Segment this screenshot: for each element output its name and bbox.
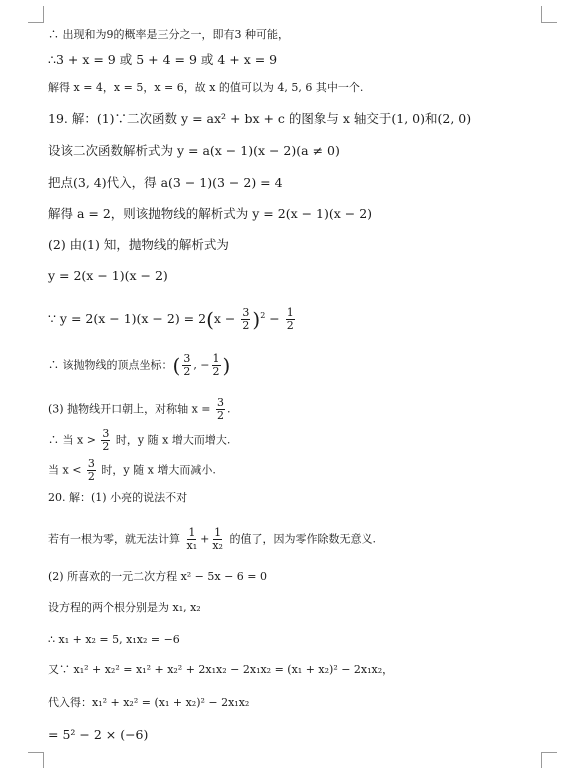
text-line-16: [48, 527, 376, 552]
denominator: x₁: [186, 539, 198, 552]
condition-text: ∴ 当 x >: [48, 433, 96, 447]
fraction-three-halves: [216, 397, 225, 422]
text-line-1: ∴ 出现和为9的概率是三分之一，即有3 种可能，: [48, 28, 289, 41]
fraction-three-halves: [101, 428, 110, 453]
denominator: 2: [286, 319, 294, 332]
result-text: 时，y 随 x 增大而增大.: [115, 433, 231, 447]
text-line-5: 设该二次函数解析式为 y = a(x − 1)(x − 2)(a ≠ 0): [48, 143, 340, 158]
open-paren: (: [172, 353, 181, 378]
denominator: 2: [183, 365, 191, 378]
text-line-14: [48, 458, 216, 483]
text-line-11: [48, 353, 230, 378]
numerator: 1: [286, 306, 294, 319]
text-line-18: 设方程的两个根分别是为 x₁, x₂: [48, 601, 201, 614]
text-line-22: = 5² − 2 × (−6): [48, 727, 149, 742]
fraction-one-over-x1: [186, 527, 199, 552]
statement-text: 若有一根为零，就无法计算: [48, 532, 180, 546]
numerator: 3: [217, 396, 224, 409]
crop-mark-top-left-h: [28, 22, 44, 23]
crop-mark-bottom-right-h: [541, 752, 557, 753]
text-line-6: 把点(3, 4)代入，得 a(3 − 1)(3 − 2) = 4: [48, 175, 283, 190]
crop-mark-bottom-left-h: [28, 752, 44, 753]
text-line-8: (2) 由(1) 知，抛物线的解析式为: [48, 237, 229, 252]
text-line-13: [48, 428, 230, 453]
denominator: 2: [102, 440, 110, 453]
fraction-one-half: [212, 353, 221, 378]
text-line-21: 代入得：x₁² + x₂² = (x₁ + x₂)² − 2x₁x₂: [48, 696, 250, 709]
text-line-17: (2) 所喜欢的一元二次方程 x² − 5x − 6 = 0: [48, 570, 268, 583]
close-paren: ): [222, 353, 231, 378]
crop-mark-bottom-left-v: [43, 752, 44, 768]
denominator: 2: [212, 365, 220, 378]
minus-sign: −: [269, 311, 280, 326]
text-line-20: 又∵ x₁² + x₂² = x₁² + x₂² + 2x₁x₂ − 2x₁x₂ = (x₁ + x₂)² − 2x₁x₂，: [48, 663, 394, 676]
denominator: 2: [217, 409, 224, 422]
numerator: 3: [87, 457, 95, 470]
close-paren: ): [252, 307, 261, 332]
result-text: 时，y 随 x 增大而减小.: [101, 463, 216, 477]
text-line-19: ∴ x₁ + x₂ = 5, x₁x₂ = −6: [48, 633, 180, 646]
denominator: x₂: [212, 539, 223, 552]
fraction-three-halves: [241, 307, 250, 332]
text-line-9: y = 2(x − 1)(x − 2): [48, 268, 168, 283]
denominator: 2: [242, 319, 250, 332]
text-line-4: 19. 解：(1)∵二次函数 y = ax² + bx + c 的图象与 x 轴交于(1, 0)和(2, 0): [48, 111, 472, 126]
numerator: 1: [214, 526, 222, 539]
crop-mark-top-right-h: [541, 22, 557, 23]
text-line-12: [48, 397, 231, 422]
text-line-15: 20. 解：(1) 小亮的说法不对: [48, 491, 188, 504]
text-line-3: 解得 x = 4，x = 5，x = 6，故 x 的值可以为 4, 5, 6 其中一个.: [48, 81, 364, 94]
plus-sign: +: [200, 532, 210, 546]
vertex-form-x: x −: [213, 311, 236, 326]
fraction-one-half: [286, 307, 295, 332]
denominator: 2: [87, 470, 95, 483]
numerator: 3: [242, 306, 250, 319]
numerator: 1: [212, 352, 220, 365]
exponent: 2: [260, 310, 266, 320]
text-line-10: [48, 307, 297, 332]
comma-minus: , −: [193, 358, 210, 372]
numerator: 3: [183, 352, 191, 365]
axis-text: (3) 抛物线开口朝上，对称轴 x =: [48, 402, 211, 416]
text-line-2: ∴3 + x = 9 或 5 + 4 = 9 或 4 + x = 9: [48, 52, 278, 67]
fraction-three-halves: [87, 458, 96, 483]
open-paren: (: [206, 307, 214, 332]
vertex-label: ∴ 该抛物线的顶点坐标：: [48, 358, 173, 372]
vertex-form-lhs: ∵ y = 2(x − 1)(x − 2) = 2: [48, 311, 207, 326]
crop-mark-top-right-v: [541, 6, 542, 22]
numerator: 1: [188, 526, 196, 539]
crop-mark-top-left-v: [43, 6, 44, 22]
reason-text: 的值了，因为零作除数无意义.: [229, 532, 376, 546]
crop-mark-bottom-right-v: [541, 752, 542, 768]
numerator: 3: [102, 427, 110, 440]
period: .: [227, 402, 231, 416]
fraction-three-halves: [182, 353, 191, 378]
text-line-7: 解得 a = 2，则该抛物线的解析式为 y = 2(x − 1)(x − 2): [48, 206, 373, 221]
condition-text: 当 x <: [48, 463, 82, 477]
fraction-one-over-x2: [211, 527, 224, 552]
